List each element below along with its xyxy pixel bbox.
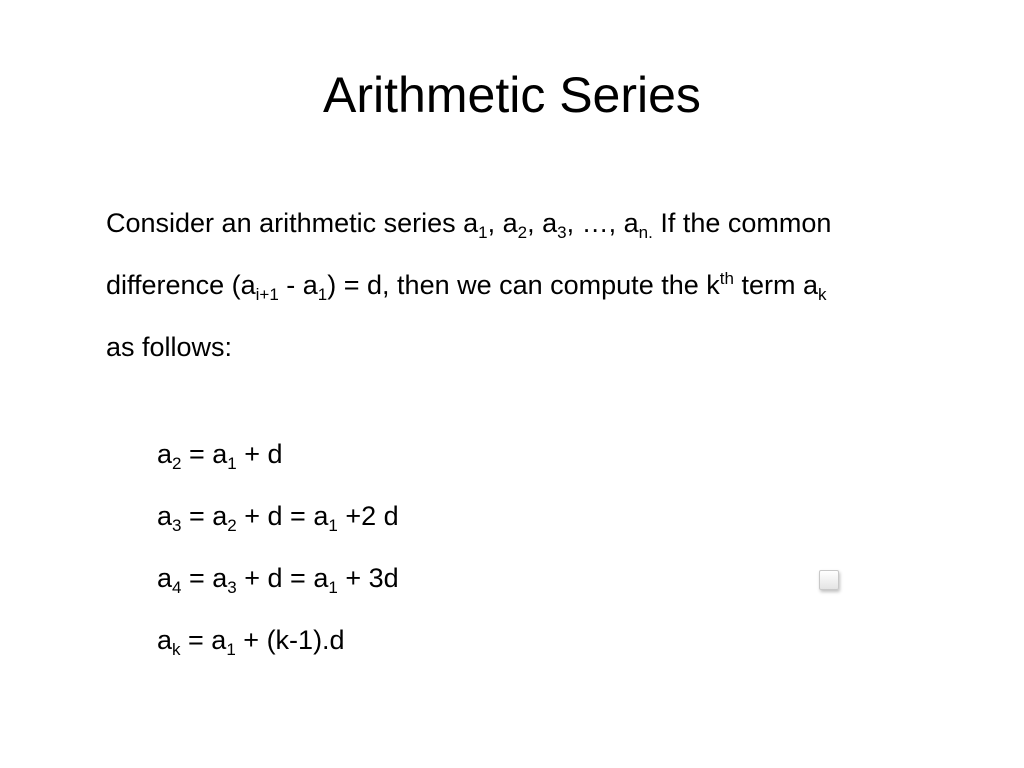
paragraph-line-3 <box>106 330 966 364</box>
equation-4 <box>157 623 345 657</box>
text-run: ) = d, then we can compute the k <box>327 270 720 300</box>
checkbox[interactable] <box>819 570 839 590</box>
text-run: +2 d <box>337 501 399 531</box>
equation-2 <box>157 499 399 533</box>
text-run: + d <box>236 439 283 469</box>
equation-1 <box>157 437 283 471</box>
text-run: + (k-1).d <box>235 625 345 655</box>
subscript: 3 <box>172 516 182 535</box>
subscript: 1 <box>317 285 328 304</box>
subscript: 4 <box>172 578 182 597</box>
subscript: k <box>817 285 827 304</box>
subscript: k <box>172 640 181 659</box>
subscript: 1 <box>478 223 488 242</box>
subscript: 2 <box>227 516 237 535</box>
text-run: Consider an arithmetic series a <box>106 208 479 238</box>
subscript: i+1 <box>255 285 279 304</box>
subscript: 3 <box>227 578 237 597</box>
superscript: th <box>719 269 734 288</box>
text-run: , a <box>487 208 518 238</box>
subscript: 1 <box>227 454 237 473</box>
text-run: + 3d <box>337 563 399 593</box>
text-run: = a <box>180 625 227 655</box>
text-run: + d = a <box>236 563 329 593</box>
slide-title: Arithmetic Series <box>323 67 701 123</box>
text-run: + d = a <box>236 501 329 531</box>
subscript: 1 <box>226 640 236 659</box>
subscript: 1 <box>328 578 338 597</box>
text-run: difference (a <box>106 270 256 300</box>
text-run: a <box>157 625 173 655</box>
paragraph-line-1 <box>106 206 966 240</box>
text-run: = a <box>181 501 228 531</box>
subscript: n. <box>638 223 653 242</box>
text-run: - a <box>278 270 318 300</box>
text-run: = a <box>181 563 228 593</box>
text-run: as follows: <box>106 332 233 362</box>
text-run: If the common <box>652 208 832 238</box>
paragraph-line-2 <box>106 268 966 302</box>
text-run: a <box>157 563 173 593</box>
subscript: 3 <box>557 223 567 242</box>
subscript: 2 <box>172 454 182 473</box>
text-run: = a <box>181 439 228 469</box>
text-run: , …, a <box>566 208 639 238</box>
equation-3 <box>157 561 399 595</box>
text-run: a <box>157 439 173 469</box>
text-run: , a <box>527 208 558 238</box>
text-run: term a <box>733 270 818 300</box>
subscript: 1 <box>328 516 338 535</box>
subscript: 2 <box>517 223 528 242</box>
text-run: a <box>157 501 173 531</box>
